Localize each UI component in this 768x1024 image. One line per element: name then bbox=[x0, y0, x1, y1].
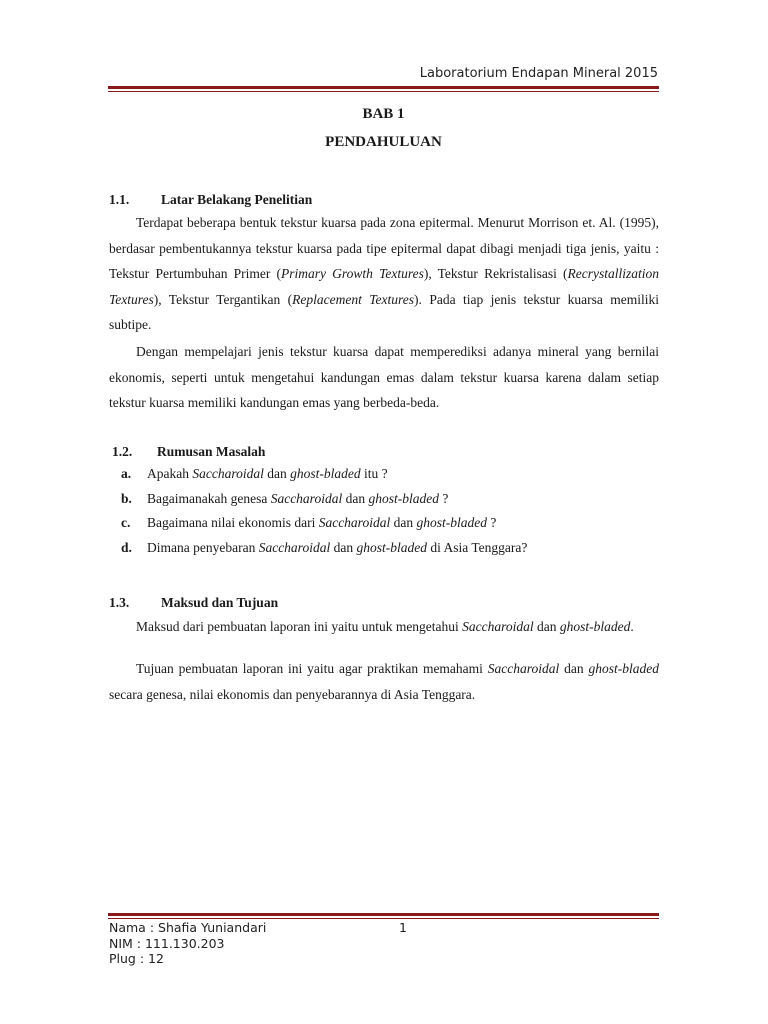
italic-term: Saccharoidal bbox=[318, 515, 391, 530]
footer-info bbox=[109, 920, 266, 967]
text-run: dan bbox=[533, 619, 560, 634]
chapter-number: BAB 1 bbox=[362, 106, 405, 122]
italic-term: ghost-bladed bbox=[416, 515, 487, 530]
text-run: ), Tekstur Tergantikan ( bbox=[153, 291, 293, 307]
text-run: Maksud dari pembuatan laporan ini yaitu untuk mengetahui bbox=[136, 619, 463, 634]
section-number: 1.2. bbox=[112, 444, 133, 459]
text-run: Dengan mempelajari jenis tekstur kuarsa dapat memperediksi adanya mineral yang bernilai ekonomis, seperti untuk mengetahui kandungan emas dalam tekstur kuarsa karena dalam setiap tekstur kuarsa memiliki kandungan emas yang berbeda-beda. bbox=[109, 344, 659, 411]
text-run: ? bbox=[486, 515, 497, 530]
italic-term: Saccharoidal bbox=[487, 661, 560, 676]
italic-term: ghost-bladed bbox=[290, 466, 361, 481]
section-heading-1-1 bbox=[109, 192, 312, 208]
page-number: 1 bbox=[399, 920, 407, 935]
text-run: di Asia Tenggara? bbox=[426, 539, 528, 555]
text-run: Dimana penyebaran bbox=[147, 539, 259, 555]
text-run: itu ? bbox=[360, 466, 388, 481]
text-run: ? bbox=[438, 490, 449, 506]
text-run: Bagaimana nilai ekonomis dari bbox=[147, 515, 319, 530]
italic-term: ghost-bladed bbox=[356, 539, 427, 555]
paragraph-background-1 bbox=[109, 210, 659, 338]
text-run: Apakah bbox=[147, 466, 193, 481]
text-run: dan bbox=[390, 515, 417, 530]
italic-term: Replacement Textures bbox=[292, 291, 415, 307]
italic-term: Recrystallization Textures bbox=[109, 266, 659, 307]
footer-nim: NIM : 111.130.203 bbox=[109, 935, 225, 951]
section-number: 1.1. bbox=[109, 192, 130, 207]
list-item bbox=[121, 536, 527, 561]
italic-term: Saccharoidal bbox=[192, 466, 264, 481]
text-run: dan bbox=[330, 539, 357, 555]
list-item bbox=[121, 511, 527, 536]
footer-plug: Plug : 12 bbox=[109, 951, 164, 966]
header-rule bbox=[108, 86, 659, 92]
list-marker: a. bbox=[121, 466, 132, 481]
text-run: dan bbox=[263, 466, 291, 481]
text-run: ). Pada tiap jenis tekstur kuarsa memiliki subtipe. bbox=[109, 291, 660, 333]
text-run: Tujuan pembuatan laporan ini yaitu agar praktikan memahami bbox=[136, 661, 488, 676]
running-header: Laboratorium Endapan Mineral 2015 bbox=[419, 66, 658, 81]
italic-term: Saccharoidal bbox=[258, 539, 331, 555]
text-run: Terdapat beberapa bentuk tekstur kuarsa pada zona epitermal. Menurut Morrison et. Al. (1995), berdasar pembentukannya tekstur kuarsa pada tipe epitermal dapat dibagi menjadi tiga jenis, yaitu : Tekstur Pertumbuhan Primer ( bbox=[109, 215, 659, 282]
text-run: dan bbox=[559, 661, 589, 676]
section-number: 1.3. bbox=[109, 595, 130, 610]
text-run: Bagaimanakah genesa bbox=[147, 490, 271, 506]
list-marker: d. bbox=[121, 539, 132, 555]
chapter-title: PENDAHULUAN bbox=[325, 134, 442, 150]
section-heading-1-2 bbox=[112, 444, 265, 460]
italic-term: ghost-bladed bbox=[559, 619, 631, 634]
paragraph-background-2 bbox=[109, 339, 659, 416]
text-run: . bbox=[630, 619, 634, 634]
paragraph-objective bbox=[109, 656, 659, 707]
section-title: Rumusan Masalah bbox=[157, 444, 266, 459]
section-heading-1-3 bbox=[109, 595, 278, 611]
text-run: ), Tekstur Rekristalisasi ( bbox=[423, 266, 568, 282]
text-run: secara genesa, nilai ekonomis dan penyebarannya di Asia Tenggara. bbox=[109, 686, 476, 702]
italic-term: ghost-bladed bbox=[368, 490, 439, 506]
paragraph-purpose bbox=[109, 614, 659, 640]
italic-term: Saccharoidal bbox=[270, 490, 343, 506]
italic-term: Saccharoidal bbox=[462, 619, 534, 634]
list-marker: b. bbox=[121, 490, 132, 506]
question-list bbox=[121, 462, 527, 560]
text-run: dan bbox=[342, 490, 369, 506]
footer-name: Nama : Shafia Yuniandari bbox=[109, 920, 267, 935]
italic-term: Primary Growth Textures bbox=[281, 266, 424, 282]
list-marker: c. bbox=[121, 515, 131, 530]
list-item bbox=[121, 462, 527, 487]
section-title: Latar Belakang Penelitian bbox=[161, 192, 313, 207]
footer-rule bbox=[108, 913, 659, 919]
italic-term: ghost-bladed bbox=[588, 661, 659, 676]
section-title: Maksud dan Tujuan bbox=[161, 595, 279, 610]
list-item bbox=[121, 487, 527, 512]
